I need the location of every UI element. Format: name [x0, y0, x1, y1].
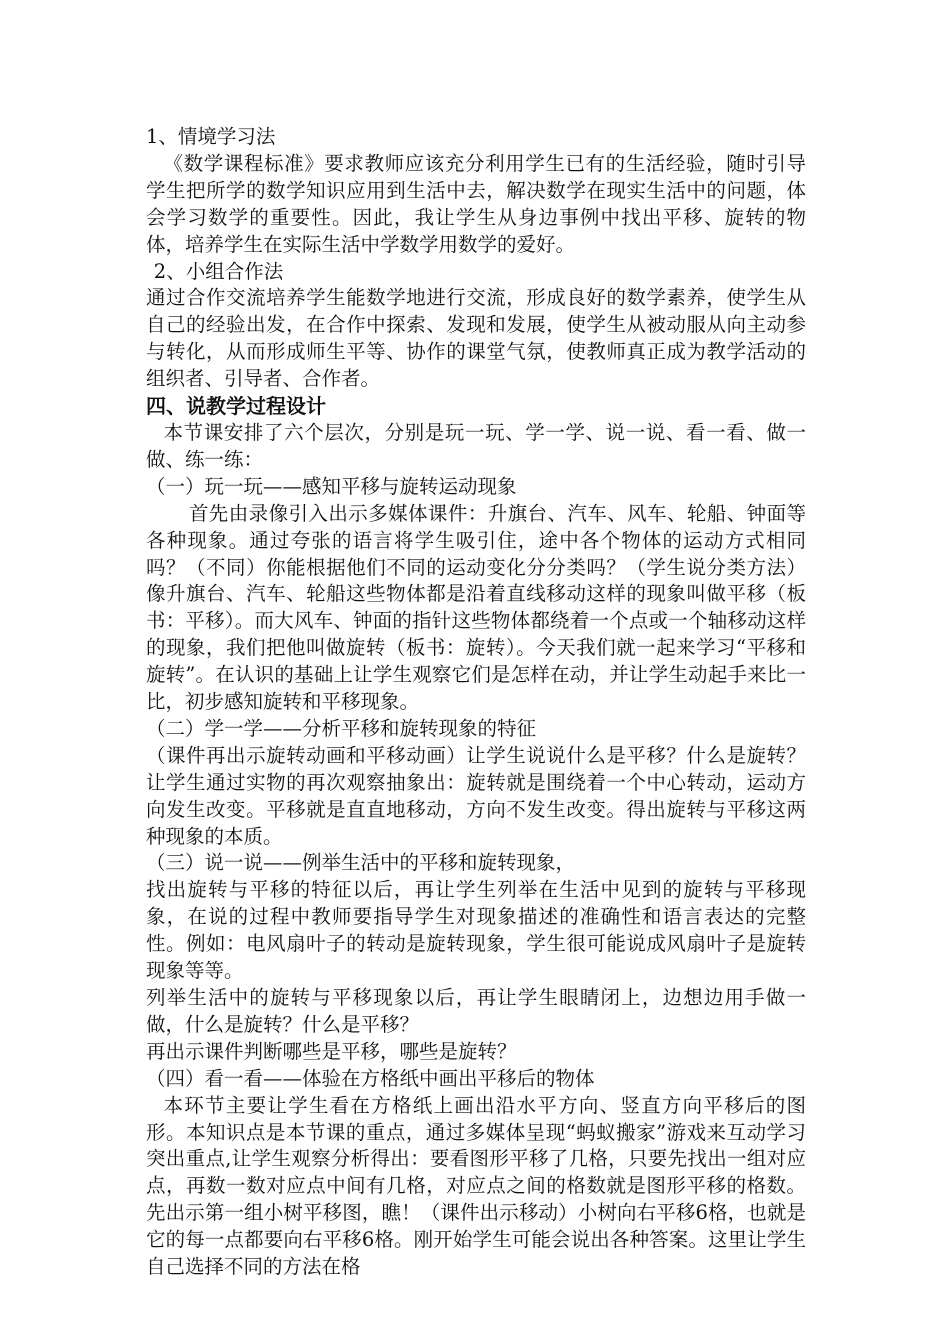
method-1-paragraph: 《数学课程标准》要求教师应该充分利用学生已有的生活经验，随时引导学生把所学的数学知识应用到生活中去，解决数学在现实生活中的问题，体会学习数学的重要性。因此，我让学生从身边事例中找出平移、旋转的物体，培养学生在实际生活中学数学用数学的爱好。	[146, 151, 806, 256]
step-3-title: （三）说一说——例举生活中的平移和旋转现象，	[146, 851, 576, 875]
document-body	[146, 124, 806, 1281]
step-1-title: （一）玩一玩——感知平移与旋转运动现象	[146, 474, 517, 498]
step-1-paragraph: 首先由录像引入出示多媒体课件：升旗台、汽车、风车、轮船、钟面等各种现象。通过夸张的语言将学生吸引住，途中各个物体的运动方式相同吗？（不同）你能根据他们不同的运动变化分分类吗？（学生说分类方法）像升旗台、汽车、轮船这些物体都是沿着直线移动这样的现象叫做平移（板书：平移）。而大风车、钟面的指针这些物体都绕着一个点或一个轴移动这样的现象，我们把他叫做旋转（板书：旋转）。今天我们就一起来学习“平移和旋转”。在认识的基础上让学生观察它们是怎样在动，并让学生动起手来比一比，初步感知旋转和平移现象。	[146, 501, 806, 714]
step-3-paragraph-1: 找出旋转与平移的特征以后，再让学生列举在生活中见到的旋转与平移现象，在说的过程中教师要指导学生对现象描述的准确性和语言表达的完整性。例如：电风扇叶子的转动是旋转现象，学生很可能说成风扇叶子是旋转现象等等。	[146, 878, 806, 983]
step-3-paragraph-3: 再出示课件判断哪些是平移，哪些是旋转？	[146, 1039, 517, 1063]
step-2-paragraph: （课件再出示旋转动画和平移动画）让学生说说什么是平移？什么是旋转？让学生通过实物的再次观察抽象出：旋转就是围绕着一个中心转动，运动方向发生改变。平移就是直直地移动，方向不发生改变。得出旋转与平移这两种现象的本质。	[146, 743, 806, 848]
step-4-title: （四）看一看——体验在方格纸中画出平移后的物体	[146, 1066, 595, 1090]
step-4-paragraph: 本环节主要让学生看在方格纸上画出沿水平方向、竖直方向平移后的图形。本知识点是本节课的重点，通过多媒体呈现“蚂蚁搬家”游戏来互动学习突出重点,让学生观察分析得出：要看图形平移了几格，只要先找出一组对应点，再数一数对应点中间有几格，对应点之间的格数就是图形平移的格数。先出示第一组小树平移图，瞧！（课件出示移动）小树向右平移6格，也就是它的每一点都要向右平移6格。刚开始学生可能会说出各种答案。这里让学生自己选择不同的方法在格	[146, 1093, 806, 1279]
section-4-heading: 四、说教学过程设计	[146, 394, 326, 419]
step-2-title: （二）学一学——分析平移和旋转现象的特征	[146, 716, 537, 740]
step-3-paragraph-2: 列举生活中的旋转与平移现象以后，再让学生眼睛闭上，边想边用手做一做，什么是旋转？什么是平移？	[146, 986, 806, 1036]
method-2-paragraph: 通过合作交流培养学生能数学地进行交流，形成良好的数学素养，使学生从自己的经验出发，在合作中探索、发现和发展，使学生从被动服从向主动参与转化，从而形成师生平等、协作的课堂气氛，使教师真正成为教学活动的组织者、引导者、合作者。	[146, 286, 806, 391]
method-1-title: 1、情境学习法	[146, 125, 276, 148]
method-2-title: 2、小组合作法	[153, 259, 284, 283]
lesson-overview-paragraph: 本节课安排了六个层次，分别是玩一玩、学一学、说一说、看一看、做一做、练一练：	[146, 420, 806, 471]
